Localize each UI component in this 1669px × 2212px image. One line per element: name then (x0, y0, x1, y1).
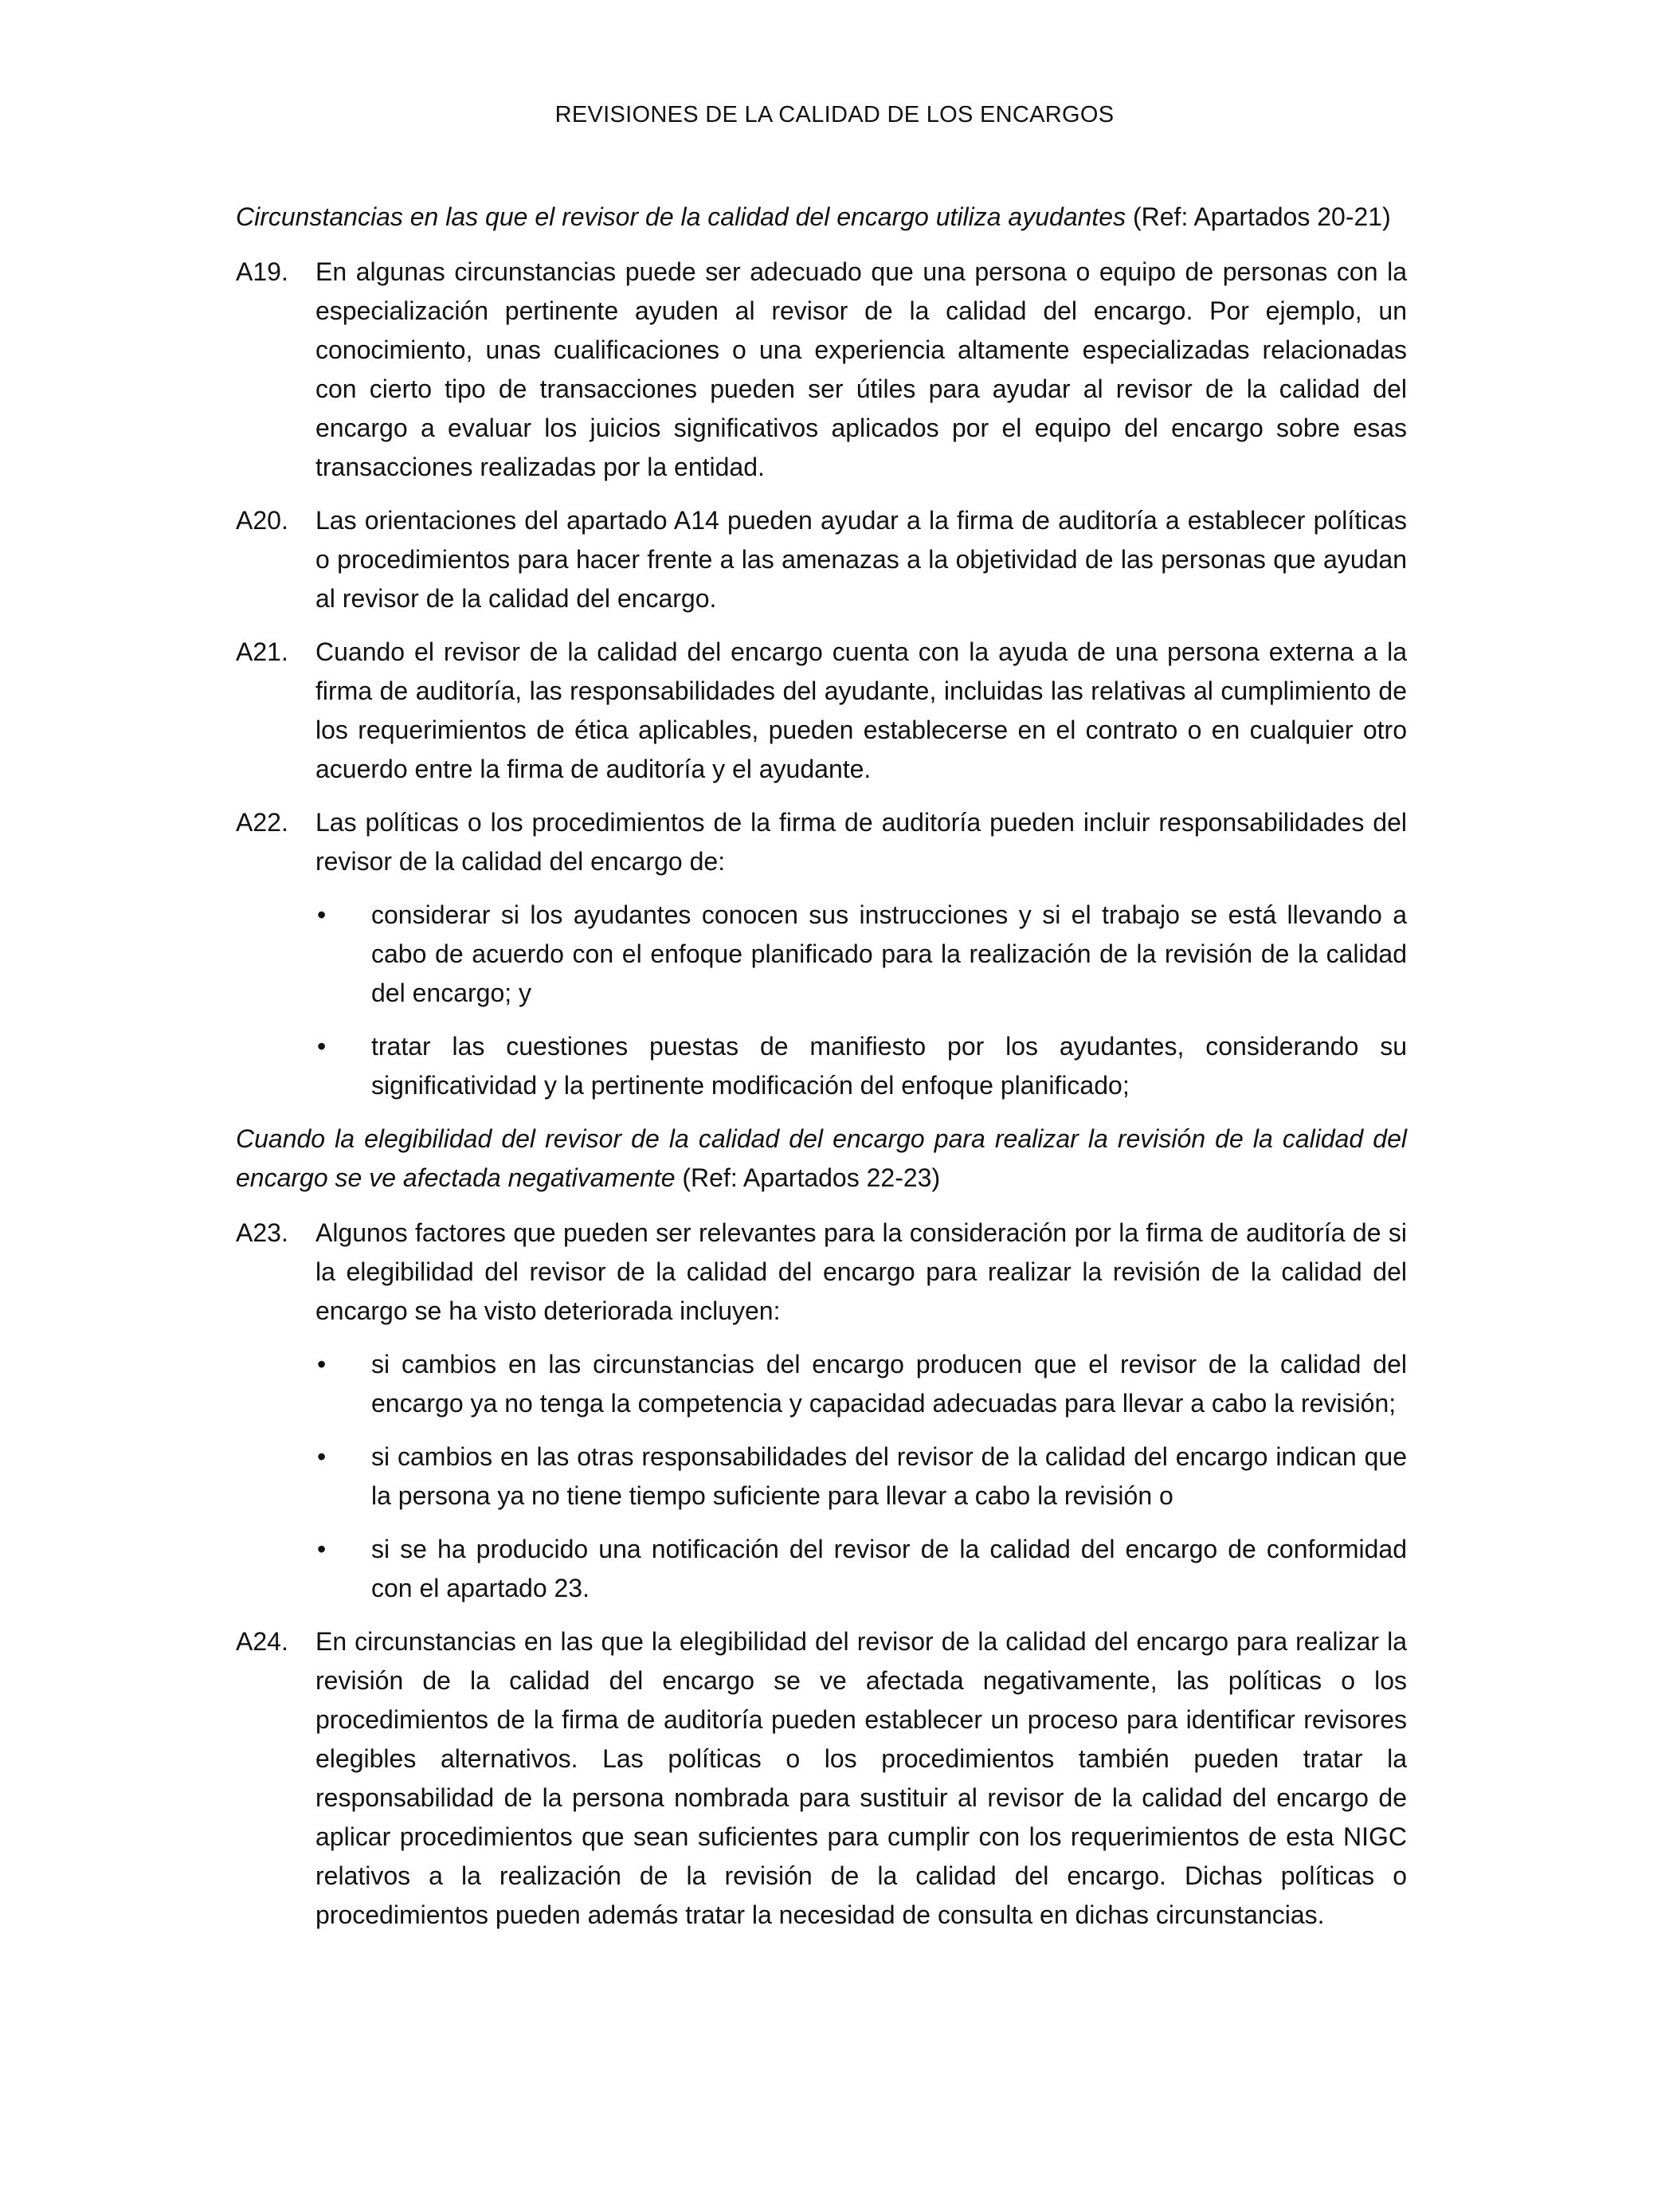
paragraph-a19 (236, 253, 1407, 487)
paragraph-a22 (236, 803, 1407, 881)
list-item-text: considerar si los ayudantes conocen sus instrucciones y si el trabajo se está llevando a cabo de acuerdo con el enfoque planificado para la realización de la revisión de la calidad del encargo; y (371, 900, 1407, 1007)
bullet-icon: • (317, 1442, 327, 1471)
paragraph-text: En algunas circunstancias puede ser adecuado que una persona o equipo de personas con la especialización pertinente ayuden al revisor de la calidad del encargo. Por ejemplo, un conocimiento, unas cualificaciones o una experiencia altamente especializadas relacionadas con cierto tipo de transacciones pueden ser útiles para ayudar al revisor de la calidad del encargo a evaluar los juicios significativos aplicados por el equipo del encargo sobre esas transacciones realizadas por la entidad. (315, 257, 1407, 481)
list-item (315, 1027, 1407, 1105)
paragraph-number: A23. (236, 1218, 288, 1247)
bullet-list-a23 (315, 1345, 1407, 1608)
section-heading-title: Circunstancias en las que el revisor de la calidad del encargo utiliza ayudantes (236, 202, 1126, 231)
list-item-text: si cambios en las circunstancias del encargo producen que el revisor de la calidad del encargo ya no tenga la competencia y capacidad adecuadas para llevar a cabo la revisión; (371, 1350, 1407, 1418)
section-heading (236, 1120, 1407, 1198)
paragraph-number: A21. (236, 637, 288, 666)
paragraph-text: Cuando el revisor de la calidad del encargo cuenta con la ayuda de una persona externa a la firma de auditoría, las responsabilidades del ayudante, incluidas las relativas al cumplimiento de los requerimientos de ética aplicables, pueden establecerse en el contrato o en cualquier otro acuerdo entre la firma de auditoría y el ayudante. (315, 637, 1407, 783)
section-heading (236, 198, 1407, 237)
list-item (315, 1345, 1407, 1423)
bullet-icon: • (317, 1535, 327, 1563)
section-heading-ref: (Ref: Apartados 22-23) (675, 1163, 941, 1192)
list-item-text: si cambios en las otras responsabilidades del revisor de la calidad del encargo indican que la persona ya no tiene tiempo suficiente para llevar a cabo la revisión o (371, 1442, 1407, 1510)
bullet-icon: • (317, 1032, 327, 1061)
paragraph-text: Las orientaciones del apartado A14 pueden ayudar a la firma de auditoría a establecer políticas o procedimientos para hacer frente a las amenazas a la objetividad de las personas que ayudan al revisor de la calidad del encargo. (315, 506, 1407, 613)
list-item (315, 1530, 1407, 1608)
list-item (315, 1437, 1407, 1516)
paragraph-number: A20. (236, 506, 288, 535)
paragraph-a23 (236, 1214, 1407, 1331)
section-heading-title: Cuando la elegibilidad del revisor de la calidad del encargo para realizar la revisión de la calidad del encargo se ve afectada negativamente (236, 1124, 1407, 1192)
list-item-text: tratar las cuestiones puestas de manifiesto por los ayudantes, considerando su significatividad y la pertinente modificación del enfoque planificado; (371, 1032, 1407, 1100)
paragraph-number: A24. (236, 1627, 288, 1656)
paragraph-number: A22. (236, 808, 288, 837)
section-heading-ref: (Ref: Apartados 20-21) (1126, 202, 1391, 231)
paragraph-a20 (236, 501, 1407, 618)
paragraph-a24 (236, 1622, 1407, 1935)
running-header: REVISIONES DE LA CALIDAD DE LOS ENCARGOS (554, 102, 1115, 127)
paragraph-text: Las políticas o los procedimientos de la firma de auditoría pueden incluir responsabilidades del revisor de la calidad del encargo de: (315, 808, 1407, 876)
paragraph-text: Algunos factores que pueden ser relevantes para la consideración por la firma de auditoría de si la elegibilidad del revisor de la calidad del encargo para realizar la revisión de la calidad del encargo se ha visto deteriorada incluyen: (315, 1218, 1407, 1325)
paragraph-number: A19. (236, 257, 288, 286)
paragraph-a21 (236, 633, 1407, 789)
document-body (236, 198, 1407, 1949)
bullet-list-a22 (315, 896, 1407, 1105)
list-item-text: si se ha producido una notificación del revisor de la calidad del encargo de conformidad con el apartado 23. (371, 1535, 1407, 1602)
bullet-icon: • (317, 1350, 327, 1379)
list-item (315, 896, 1407, 1013)
bullet-icon: • (317, 900, 327, 929)
paragraph-text: En circunstancias en las que la elegibilidad del revisor de la calidad del encargo para realizar la revisión de la calidad del encargo se ve afectada negativamente, las políticas o los procedimientos de la firma de auditoría pueden establecer un proceso para identificar revisores elegibles alternativos. Las políticas o los procedimientos también pueden tratar la responsabilidad de la persona nombrada para sustituir al revisor de la calidad del encargo de aplicar procedimientos que sean suficientes para cumplir con los requerimientos de esta NIGC relativos a la realización de la revisión de la calidad del encargo. Dichas políticas o procedimientos pueden además tratar la necesidad de consulta en dichas circunstancias. (315, 1627, 1407, 1929)
